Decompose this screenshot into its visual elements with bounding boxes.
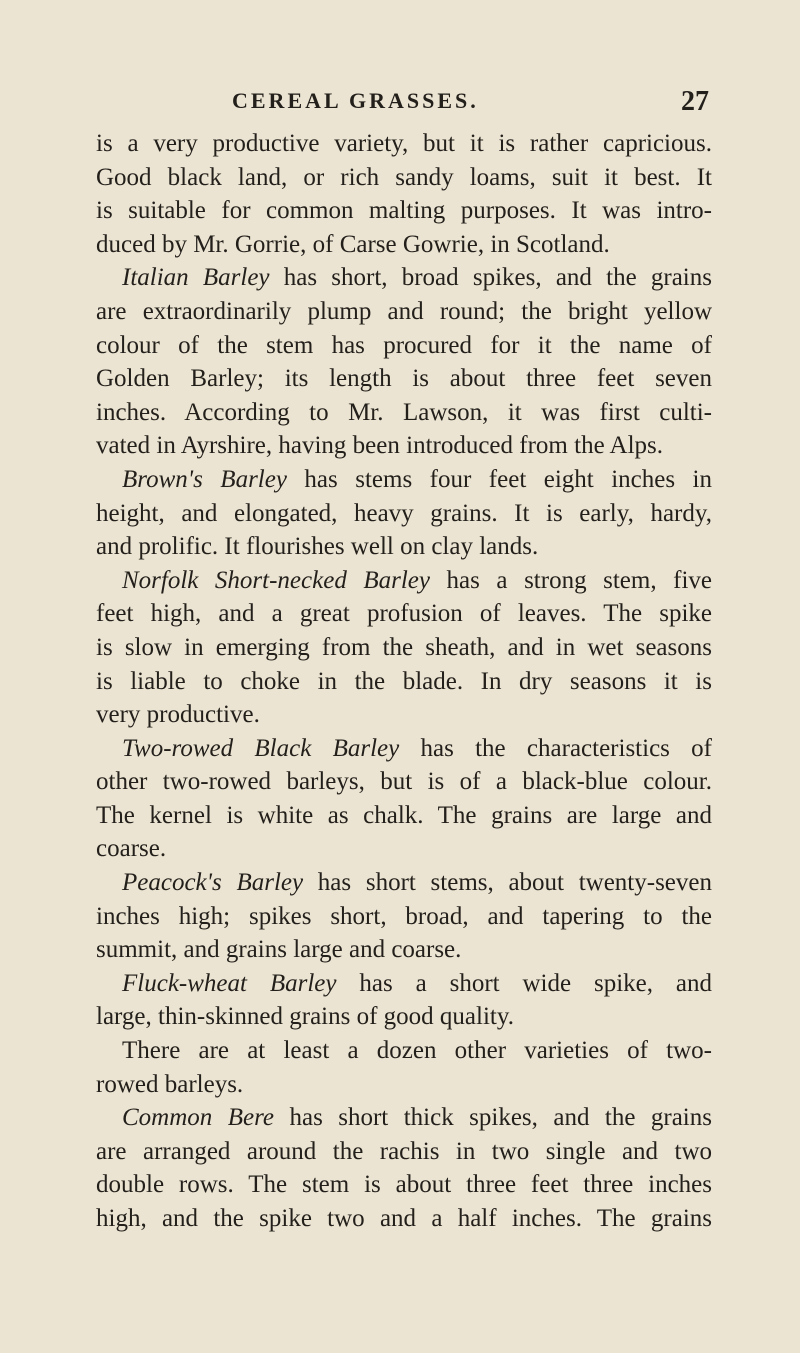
line-text: rowed barleys. [96, 1070, 244, 1098]
variety-name: Norfolk Short-necked Barley [122, 566, 431, 594]
variety-name: Brown's Barley [122, 465, 287, 493]
text-line [96, 631, 712, 665]
line-text: are arranged around the rachis in two single and two [96, 1137, 712, 1165]
line-text: has stems four feet eight inches in [286, 465, 712, 493]
text-line [96, 295, 712, 329]
line-text: Golden Barley; its length is about three feet seven [96, 365, 712, 393]
line-text: double rows. The stem is about three feet three inches [96, 1171, 712, 1199]
body-text [96, 127, 712, 1236]
text-line [96, 127, 712, 161]
line-text: vated in Ayrshire, having been introduced from the Alps. [96, 432, 664, 460]
line-text: very productive. [96, 701, 260, 729]
text-line [96, 698, 712, 732]
text-line [96, 261, 712, 295]
line-text: There are at least a dozen other varieties of two- [122, 1037, 712, 1065]
line-text: height, and elongated, heavy grains. It is early, hardy, [96, 499, 712, 527]
variety-name: Fluck-wheat Barley [122, 969, 337, 997]
text-line [96, 866, 712, 900]
text-line [96, 1101, 712, 1135]
page-number: 27 [681, 86, 709, 117]
line-text: Good black land, or rich sandy loams, suit it best. It [96, 163, 712, 191]
running-head: CEREAL GRASSES. [232, 88, 479, 113]
line-text: has the characteristics of [399, 734, 712, 762]
text-line [96, 463, 712, 497]
text-line [96, 1068, 712, 1102]
line-text: duced by Mr. Gorrie, of Carse Gowrie, in Scotland. [96, 230, 610, 258]
text-line [96, 396, 712, 430]
line-text: is liable to choke in the blade. In dry seasons it is [96, 667, 712, 695]
text-line [96, 194, 712, 228]
line-text: large, thin-skinned grains of good quality. [96, 1003, 514, 1031]
line-text: colour of the stem has procured for it the name of [96, 331, 712, 359]
line-text: other two-rowed barleys, but is of a black-blue colour. [96, 768, 712, 796]
line-text: is slow in emerging from the sheath, and in wet seasons [96, 633, 712, 661]
text-line [96, 732, 712, 766]
text-line [96, 832, 712, 866]
line-text: inches. According to Mr. Lawson, it was first culti- [96, 398, 712, 426]
text-line [96, 228, 712, 262]
line-text: has short, broad spikes, and the grains [269, 264, 712, 292]
text-line [96, 1168, 712, 1202]
text-line [96, 530, 712, 564]
text-line [96, 1135, 712, 1169]
variety-name: Peacock's Barley [122, 869, 304, 897]
line-text: has a short wide spike, and [336, 969, 712, 997]
text-line [96, 1000, 712, 1034]
line-text: has short thick spikes, and the grains [274, 1104, 712, 1132]
line-text: has short stems, about twenty-seven [303, 869, 712, 897]
variety-name: Italian Barley [122, 264, 270, 292]
variety-name: Two-rowed Black Barley [122, 734, 400, 762]
text-line [96, 329, 712, 363]
text-line [96, 362, 712, 396]
line-text: are extraordinarily plump and round; the bright yellow [96, 297, 712, 325]
line-text: is a very productive variety, but it is rather capricious. [96, 130, 712, 157]
text-line [96, 1202, 712, 1236]
line-text: feet high, and a great profusion of leaves. The spike [96, 600, 712, 628]
text-line [96, 564, 712, 598]
variety-name: Common Bere [122, 1104, 275, 1132]
text-line [96, 429, 712, 463]
line-text: has a strong stem, five [430, 566, 712, 594]
text-line [96, 799, 712, 833]
line-text: The kernel is white as chalk. The grains are large and [96, 801, 712, 829]
text-line [96, 765, 712, 799]
line-text: summit, and grains large and coarse. [96, 936, 462, 964]
line-text: inches high; spikes short, broad, and tapering to the [96, 902, 712, 930]
text-line [96, 900, 712, 934]
line-text: and prolific. It flourishes well on clay lands. [96, 533, 539, 561]
line-text: coarse. [96, 835, 167, 863]
text-line [96, 933, 712, 967]
text-line [96, 497, 712, 531]
text-line [96, 597, 712, 631]
text-line [96, 967, 712, 1001]
text-line [96, 1034, 712, 1068]
line-text: is suitable for common malting purposes. It was intro- [96, 197, 712, 225]
text-line [96, 161, 712, 195]
line-text: high, and the spike two and a half inches. The grains [96, 1205, 712, 1232]
text-line [96, 665, 712, 699]
